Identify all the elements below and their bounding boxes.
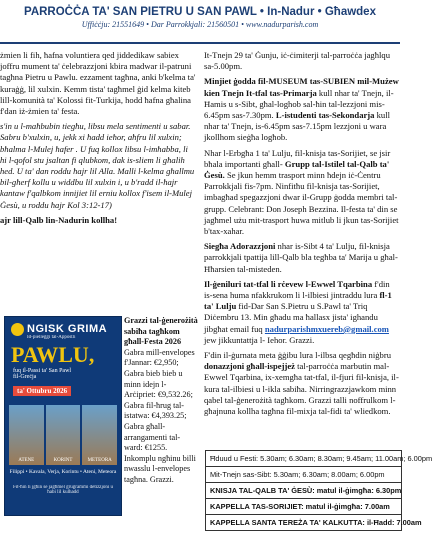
- right-column: [204, 50, 400, 421]
- fund-body: Gabra mill-envelopes f'Jannar: €2,950; Gabra bieb bieb u minn idejn l-Arċipriet: €9,532.26; Gabra fil-ħrug tal-istatwa: €4,393.25; Gabra għall-arrangamenti tal-ward: €1255. Inkomplu ngħinu billi nwasslu l-envelopes tagħna. Grazzi.: [124, 347, 196, 484]
- photo-meteora: [82, 405, 117, 465]
- primary-label: It-tfal tas-Primarja: [245, 87, 317, 98]
- header-rule: [0, 42, 400, 44]
- fund-title: Grazzi tal-ġenerożità sabiħa tagħkom għall-Festa 2026: [124, 316, 198, 347]
- mass-row-sundays: Ħduud u Festi: 5.30am; 6.30am; 8.30am; 9.45am; 11.00am; 6.00pm: [206, 451, 401, 467]
- flyer-date: ta' Ottubru 2026: [13, 386, 71, 396]
- communion-text: f'din is-sena huma nfakkrukom li l-ilbiesi jintraddu lura: [204, 278, 390, 301]
- group-name: Grupp tal-Istilel tal-Qalb ta' Ġesù.: [204, 158, 390, 181]
- photo-athens: [9, 405, 44, 465]
- mass-times-table: [205, 450, 432, 531]
- cemetery-notice: It-Tnejn 29 ta' Ġunju, iċ-ċimiterji tal-parroċċa jagħlqu sa-5.00pm.: [204, 50, 391, 72]
- museum-title: Minjiet ġodda fil-MUSEUM tas-SUBIEN mil-Mużew kien Tnejn: [204, 76, 399, 98]
- parish-contacts: Uffiċċju: 21551649 • Dar Parrokkjali: 21560501 • www.nadurparish.com: [81, 20, 319, 29]
- photo-caption: ATENE: [18, 458, 35, 463]
- newsletter-header: [0, 0, 400, 40]
- left-column: [0, 50, 196, 230]
- communion-thanks: Iehor. Grazzi.: [267, 334, 315, 345]
- mass-row-sisters: KAPPELLA TAS-SORIJIET: matul il-ġimgħa: 7.00am: [206, 499, 401, 515]
- communion-contact: jew jikkuntattja l-: [204, 334, 266, 345]
- donation-intro: F'din il-ġurnata meta ġġibu lura l-ilbsa qegħdin niġbru: [204, 350, 391, 361]
- adoration-notice: [204, 241, 400, 275]
- secondary-label: L-istudenti tas-Sekondarja: [275, 110, 375, 121]
- flyer-line-2: fil-Greċja: [13, 374, 37, 380]
- photo-corinth: [46, 405, 81, 465]
- secondary-text: kull nhar ta' Tnejn, is-6.45pm sas-7.15pm lezzjoni u wara jkollhom sieġħa logħob.: [204, 110, 390, 143]
- donation-label: donazzjoni għall-ispejjeż: [204, 361, 295, 372]
- adoration-text: nhar is-Sibt 4 ta' Lulju, fil-knisja parrokkjali tpattija lill-Qalb bla tegħba ta' Marija u għal-Ħħarsien tal-misteden.: [204, 241, 398, 274]
- group-details: Se jkun hemm trasport minn ħdejn iċ-Ċentru Parrokkjali fis-7pm. Ninfitħu fil-knisja tas-Sorijiet, imbagħad spegazzjoni dwar il-Grupp ġodda membri tal-grupp. Celebrant: Don Joseph Bezzina. Il-festa ta' din se jagħmel użu mit-trasport huwa mitlub li jkun tas-Sorijiet b'tax-xahar.: [204, 170, 399, 237]
- donation-text: tal-parroċċa marbutin mal-Ewwel Tqarbina, ix-xemgħa tat-tfal, il-fjuri fil-knisja, il-kura tal-ilbiesi u l-ikla sabiħa. Nirringrazzjawkom minn qabel tal-ġenerożità tagħkom. Grazzi talli noffrulkom l-għajnuna kollha tagħna fil-mixja tal-fidi ta' wliedkom.: [204, 361, 399, 417]
- primary-text: kull nhar ta' Tnejn, il-Ħamis u s-Sibt, għal-loghob sal-ħin tal-lezzjoni mis-6.45pm sas-7.30pm.: [204, 87, 394, 121]
- pilgrimage-flyer: [4, 316, 122, 516]
- flyer-photos: [9, 405, 117, 465]
- intro-paragraph: żmien li fih, ħafna voluntiera qed jiddedikaw sabiex joffru mument ta' ċelebrazzjoni kbira madwar il-patruni tagħna Pietru u Pawlu. ezzament tagħna, anki b'kelma ta' kuraġġ, lil xulxin. Kemm tista' tagħmel ġid kelma kiteb lill-komunità ta' Kolossi fit-Turkija, hodd ħafna għalina f'dan iż-żmien ta' festa.: [0, 50, 196, 117]
- flyer-headline: PAWLU,: [11, 342, 95, 367]
- flyer-organizer: NGISK GRIMA: [27, 323, 108, 335]
- organizer-logo-icon: [11, 323, 24, 336]
- adoration-title: Siegħa Adorazzjoni: [204, 241, 276, 252]
- parish-title: PARROĊĊA TA' SAN PIETRU U SAN PAWL • In-Nadur • Għawdex: [24, 6, 376, 18]
- flyer-subtitle: Id-pielleġġi tal-Appostli: [27, 335, 76, 340]
- communion-title: Il-ġeniluri tat-tfal li rċevew l-Ewwel Tqarbina: [204, 278, 373, 289]
- contact-email-link[interactable]: nadurparishmxuereb@gmail.com: [264, 323, 389, 334]
- thanks-line: ajr lill-Qalb lin-Nadurin kollha!: [0, 214, 118, 225]
- fundraising-notice: [124, 316, 198, 486]
- donation-notice: [204, 350, 400, 417]
- flyer-destinations: Filippi • Kavala, Verja, Korintu • Ateni, Meteora: [9, 469, 117, 475]
- mass-row-weekdays: Mit-Tnejn sas-Sibt: 5.30am; 6.30am; 8.00am; 6.00pm: [206, 467, 401, 483]
- group-notice: [204, 148, 400, 238]
- mass-row-sacred-heart: KNISJA TAL-QALB TA' ĠESÙ: matul il-ġimgħa: 6.30pm: [206, 483, 401, 499]
- communion-notice: [204, 279, 400, 346]
- mass-row-mother-teresa: KAPPELLA SANTA TEREŻA TA' KALKUTTA: il-Ħadd: 7.00am: [210, 518, 422, 527]
- communion-details: fid-Dar San S.Pietru u S.Pawl ta' Triq Diċembru 13. Min għadu ma ħallasx jista' ighandu jibgħat email fuq: [204, 301, 378, 334]
- photo-caption: KORINT: [53, 458, 73, 463]
- flyer-footnote: Fit-ħin li jgħin se jaġħmel ġrugrammi detizzjoni u ħabi lil kulhadd: [12, 485, 114, 495]
- museum-notice: [204, 76, 400, 143]
- flyer-line-1: fuq il-Passi ta' San Pawl: [13, 368, 72, 374]
- communion-date: fl-1 ta' Lulju: [204, 290, 392, 312]
- scripture-quote: s'in u l-maħbubin tiegħu, libsu mela sentimenti u sabar. Sabru b'xulxin, u, jekk xi ħadd ieħor, aħfru lil xulxin; bħalma l-Mulej ħafer . U fuq kollox libsu l-imħabba, li hi l-qofol stu jsaltan fi qlubkom, dak is-sliem li għalih hed. U ta' dan roddu ħajr lil Alla. Malli l-kelma għallmu bil-għerf kollu u widdbu lil xulxin i, u b'radd il-ħajr kantaw f'qalbkom innijiet lil erniu kollox f'isem il-Mulej Ġesù, u roddu ħajr Kol 3:12-17): [0, 121, 195, 210]
- photo-caption: METEORA: [87, 458, 112, 463]
- group-intro: Nhar l-Erbgħa 1 ta' Lulju, fil-knisja tas-Sorijiet, se jsir bħala importanti għall-: [204, 147, 391, 169]
